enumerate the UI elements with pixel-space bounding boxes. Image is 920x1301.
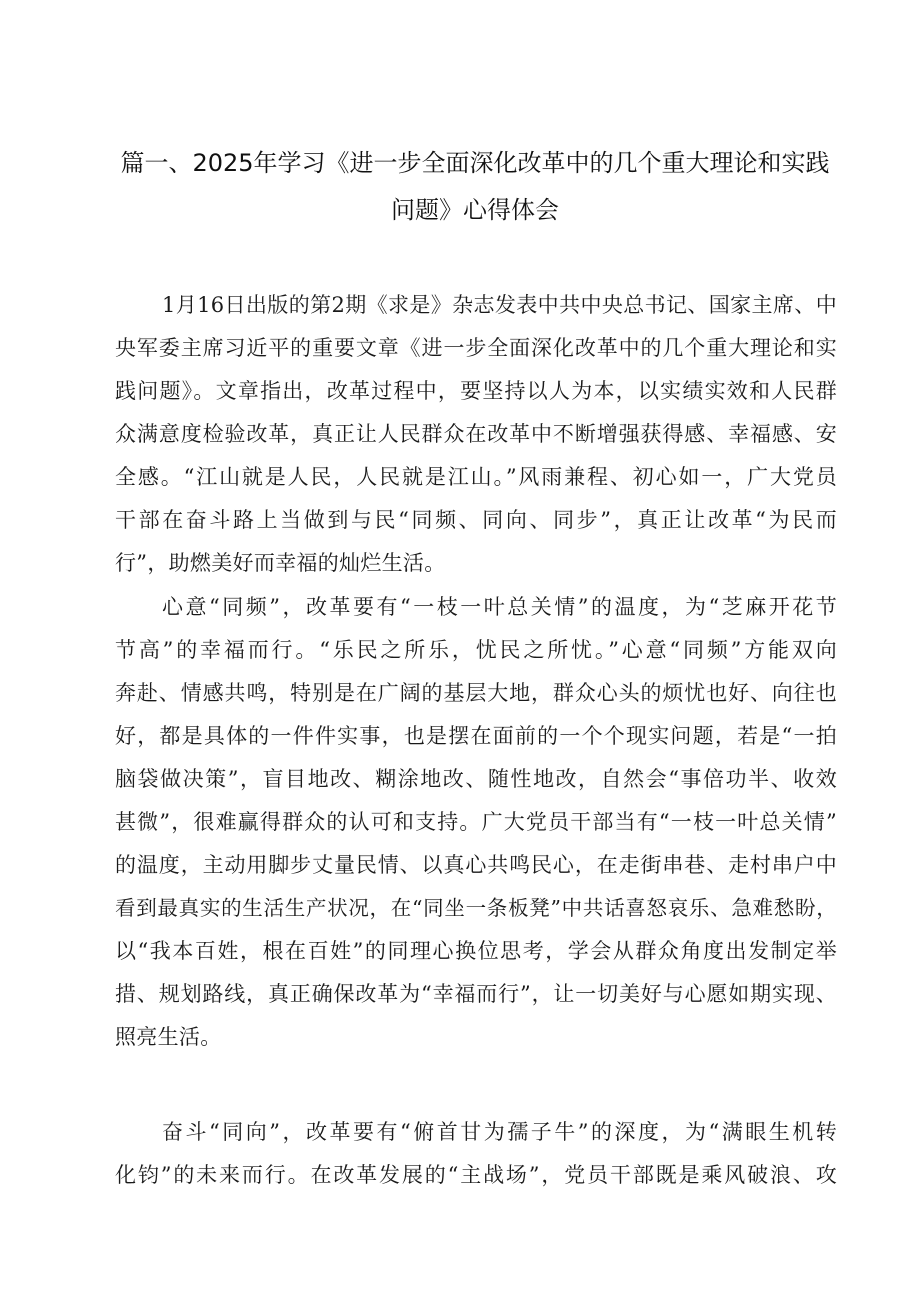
paragraph-line: 奔赴、情感共鸣，特别是在广阔的基层大地，群众心头的烦忧也好、向往也 [115, 681, 837, 705]
paragraph-line: 践问题》。文章指出，改革过程中，要坚持以人为本，以实绩实效和人民群 [115, 379, 837, 403]
paragraph-line: 的温度，主动用脚步丈量民情、以真心共鸣民心，在走街串巷、走村串户中 [115, 853, 837, 877]
paragraph-line: 众满意度检验改革，真正让人民群众在改革中不断增强获得感、幸福感、安 [115, 422, 837, 446]
paragraph-line: 干部在奋斗路上当做到与民“同频、同向、同步”，真正让改革“为民而 [115, 508, 837, 532]
paragraph-line: 行”，助燃美好而幸福的灿烂生活。 [115, 551, 446, 575]
paragraph-line: 以“我本百姓，根在百姓”的同理心换位思考，学会从群众角度出发制定举 [115, 939, 837, 963]
paragraph-line: 全感。“江山就是人民，人民就是江山。”风雨兼程、初心如一，广大党员 [115, 465, 837, 489]
paragraph-line: 心意“同频”，改革要有“一枝一叶总关情”的温度，为“芝麻开花节 [162, 595, 837, 619]
paragraph-line: 化钧”的未来而行。在改革发展的“主战场”，党员干部既是乘风破浪、攻 [115, 1163, 837, 1187]
paragraph-line: 脑袋做决策”，盲目地改、糊涂地改、随性地改，自然会“事倍功半、收效 [115, 767, 837, 791]
document-title-line-1: 篇一、2025年学习《进一步全面深化改革中的几个重大理论和实践 [120, 149, 830, 177]
paragraph-3 [115, 1111, 837, 1197]
paragraph-1 [115, 284, 837, 585]
paragraph-line: 措、规划路线，真正确保改革为“幸福而行”，让一切美好与心愿如期实现、 [115, 982, 837, 1006]
paragraph-line: 看到最真实的生活生产状况，在“同坐一条板凳”中共话喜怒哀乐、急难愁盼， [115, 896, 837, 920]
paragraph-2 [115, 586, 837, 1059]
paragraph-line: 甚微”，很难赢得群众的认可和支持。广大党员干部当有“一枝一叶总关情” [115, 810, 837, 834]
paragraph-line: 好，都是具体的一件件实事，也是摆在面前的一个个现实问题，若是“一拍 [115, 724, 837, 748]
paragraph-line: 1月16日出版的第2期《求是》杂志发表中共中央总书记、国家主席、中 [162, 293, 837, 317]
paragraph-line: 奋斗“同向”，改革要有“俯首甘为孺子牛”的深度，为“满眼生机转 [162, 1120, 837, 1144]
document-title-line-2: 问题》心得体会 [391, 196, 559, 224]
paragraph-line: 照亮生活。 [115, 1025, 222, 1049]
paragraph-line: 节高”的幸福而行。“乐民之所乐，忧民之所忧。”心意“同频”方能双向 [115, 638, 837, 662]
paragraph-line: 央军委主席习近平的重要文章《进一步全面深化改革中的几个重大理论和实 [115, 336, 837, 360]
